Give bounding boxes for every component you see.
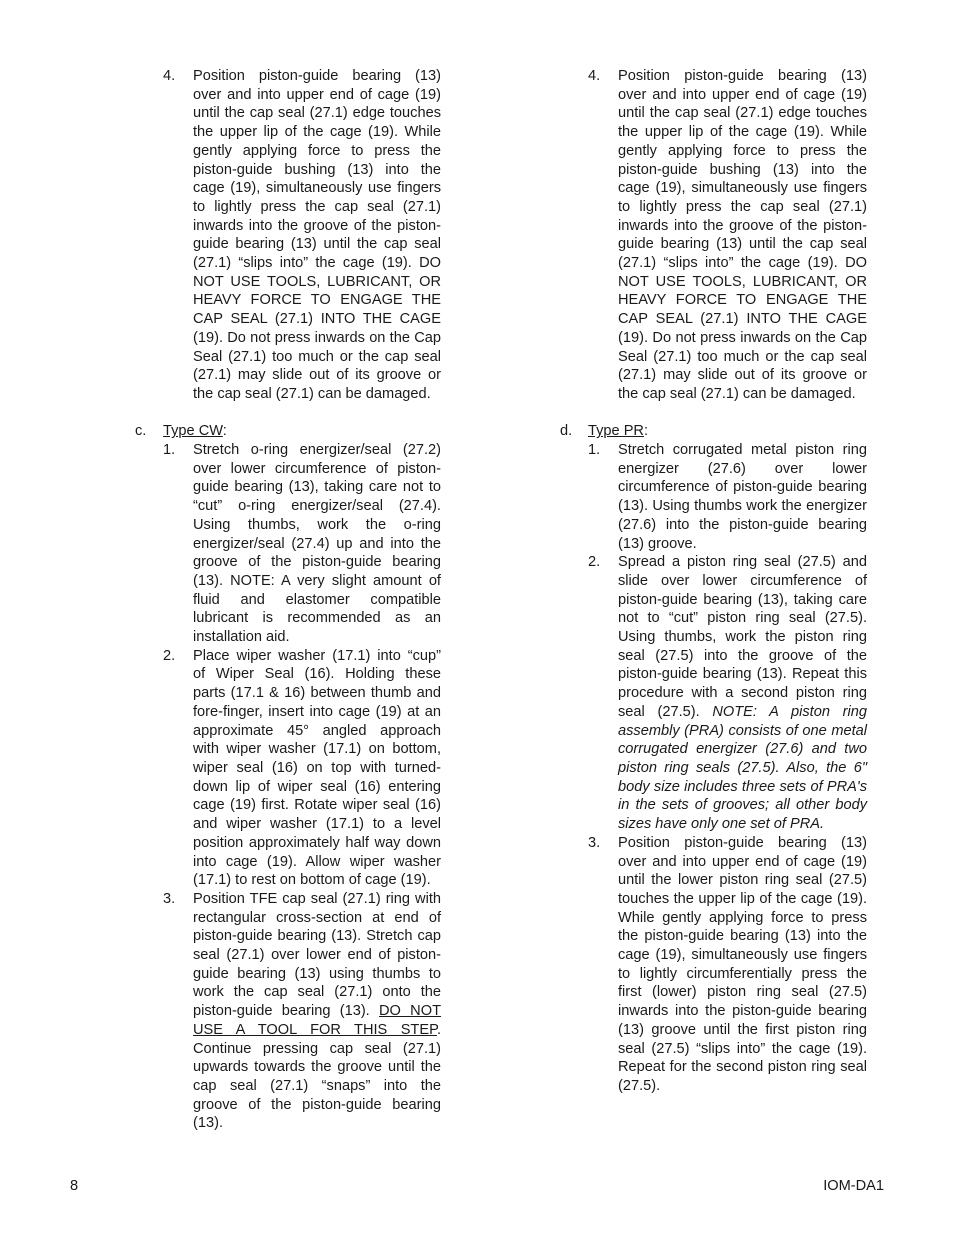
section-type-pr xyxy=(560,422,867,441)
step-4-right xyxy=(588,67,867,404)
step-number: 2. xyxy=(588,554,601,571)
step-text: Position piston-guide bearing (13) over and into upper end of cage (19) until the cap seal (27.1) edge touches the upper lip of the cage (19). While gently applying force to press the piston-guide bushing (13) into the cage (19), simultaneously use fingers to lightly press the cap seal (27.1) inwards into the groove of the piston-guide bearing (13) until the cap seal (27.1) “slips into” the cage (19). DO NOT USE TOOLS, LUBRICANT, OR HEAVY FORCE TO ENGAGE THE CAP SEAL (27.1) INTO THE CAGE (19). Do not press inwards on the Cap Seal (27.1) too much or the cap seal (27.1) may slide out of its groove or the cap seal (27.1) can be damaged. xyxy=(618,68,867,402)
step-2-pr xyxy=(588,553,867,834)
warning-underlined: DO NOT USE A TOOL FOR THIS STEP xyxy=(193,1003,441,1038)
section-title: Type PR: xyxy=(588,423,649,440)
left-column xyxy=(135,67,441,1133)
step-number: 1. xyxy=(588,442,601,459)
step-number: 4. xyxy=(588,68,601,84)
step-text: Position TFE cap seal (27.1) ring with rectangular cross-section at end of piston-guide bearing (13). Stretch cap seal (27.1) over lower end of piston-guide bearing (13) using thumbs to work the cap seal (27.1) onto the piston-guide bearing (13). DO NOT USE A TOOL FOR THIS STEP. Continue pressing cap seal (27.1) upwards towards the groove until the cap seal (27.1) “snaps” into the groove of the piston-guide bearing (13). xyxy=(193,890,441,1132)
step-1-pr xyxy=(588,441,867,553)
step-3-cw xyxy=(163,890,441,1133)
step-text: Place wiper washer (17.1) into “cup” of Wiper Seal (16). Holding these parts (17.1 & 16) between thumb and fore-finger, insert into cage (19) at an approximate 45° angled approach with wiper washer (17.1) on bottom, wiper seal (16) on top with turned-down lip of wiper seal (16) entering cage (19) first. Rotate wiper seal (16) and wiper washer (17.1) to a level position approximately half way down into cage (19). Allow wiper washer (17.1) to rest on bottom of cage (19). xyxy=(193,647,441,889)
section-title: Type CW: xyxy=(163,423,227,440)
step-text: Position piston-guide bearing (13) over and into upper end of cage (19) until the lower piston ring seal (27.5) touches the upper lip of the cage (19). While gently applying force to press the piston-guide bearing (13) into the cage (19), simultaneously use fingers to lightly circumferentially press the first (lower) piston ring seal (27.5) inwards into the piston-guide bearing (13) groove until the first piston ring seal (27.5) “slips into” the cage (19). Repeat for the second piston ring seal (27.5). xyxy=(618,834,867,1094)
step-number: 1. xyxy=(163,442,176,459)
step-4-left xyxy=(163,67,441,404)
right-column xyxy=(560,67,867,1096)
section-letter: d. xyxy=(560,423,573,440)
document-id: IOM-DA1 xyxy=(823,1178,884,1194)
page-number: 8 xyxy=(70,1178,79,1194)
step-1-cw xyxy=(163,441,441,647)
step-text: Spread a piston ring seal (27.5) and slide over lower circumference of piston-guide bearing (13), taking care not to “cut” piston ring seal (27.5). Using thumbs, work the piston ring seal (27.5) into the groove of the piston-guide bearing (13). Repeat this procedure with a second piston ring seal (27.5). NOTE: A piston ring assembly (PRA) consists of one metal corrugated energizer (27.6) and two piston ring seals (27.5). Also, the 6" body size includes three sets of PRA's in the sets of grooves; all other body sizes have only one set of PRA. xyxy=(618,554,867,833)
note-italic: NOTE: A piston ring assembly (PRA) consists of one metal corrugated energizer (27.6) and two piston ring seals (27.5). Also, the 6" body size includes three sets of PRA's in the sets of grooves; all other body sizes have only one set of PRA. xyxy=(618,703,867,833)
step-text: Position piston-guide bearing (13) over and into upper end of cage (19) until the cap seal (27.1) edge touches the upper lip of the cage (19). While gently applying force to press the piston-guide bushing (13) into the cage (19), simultaneously use fingers to lightly press the cap seal (27.1) inwards into the groove of the piston-guide bearing (13) until the cap seal (27.1) “slips into” the cage (19). DO NOT USE TOOLS, LUBRICANT, OR HEAVY FORCE TO ENGAGE THE CAP SEAL (27.1) INTO THE CAGE (19). Do not press inwards on the Cap Seal (27.1) too much or the cap seal (27.1) may slide out of its groove or the cap seal (27.1) can be damaged. xyxy=(193,68,441,402)
step-text: Stretch o-ring energizer/seal (27.2) over lower circumference of piston-guide bearing (13), taking care not to “cut” o-ring energizer/seal (27.4). Using thumbs, work the o-ring energizer/seal (27.4) up and into the groove of the piston-guide bearing (13). NOTE: A very slight amount of fluid and elastomer compatible lubricant is recommended as an installation aid. xyxy=(193,442,441,646)
step-number: 3. xyxy=(163,890,176,907)
step-number: 4. xyxy=(163,68,176,84)
step-2-cw xyxy=(163,647,441,890)
step-text: Stretch corrugated metal piston ring energizer (27.6) over lower circumference of piston-guide bearing (13). Using thumbs work the energizer (27.6) into the piston-guide bearing (13) groove. xyxy=(618,442,867,552)
step-3-pr xyxy=(588,834,867,1096)
step-number: 3. xyxy=(588,834,601,851)
step-number: 2. xyxy=(163,647,176,664)
section-type-cw xyxy=(135,422,441,441)
section-letter: c. xyxy=(135,423,147,440)
